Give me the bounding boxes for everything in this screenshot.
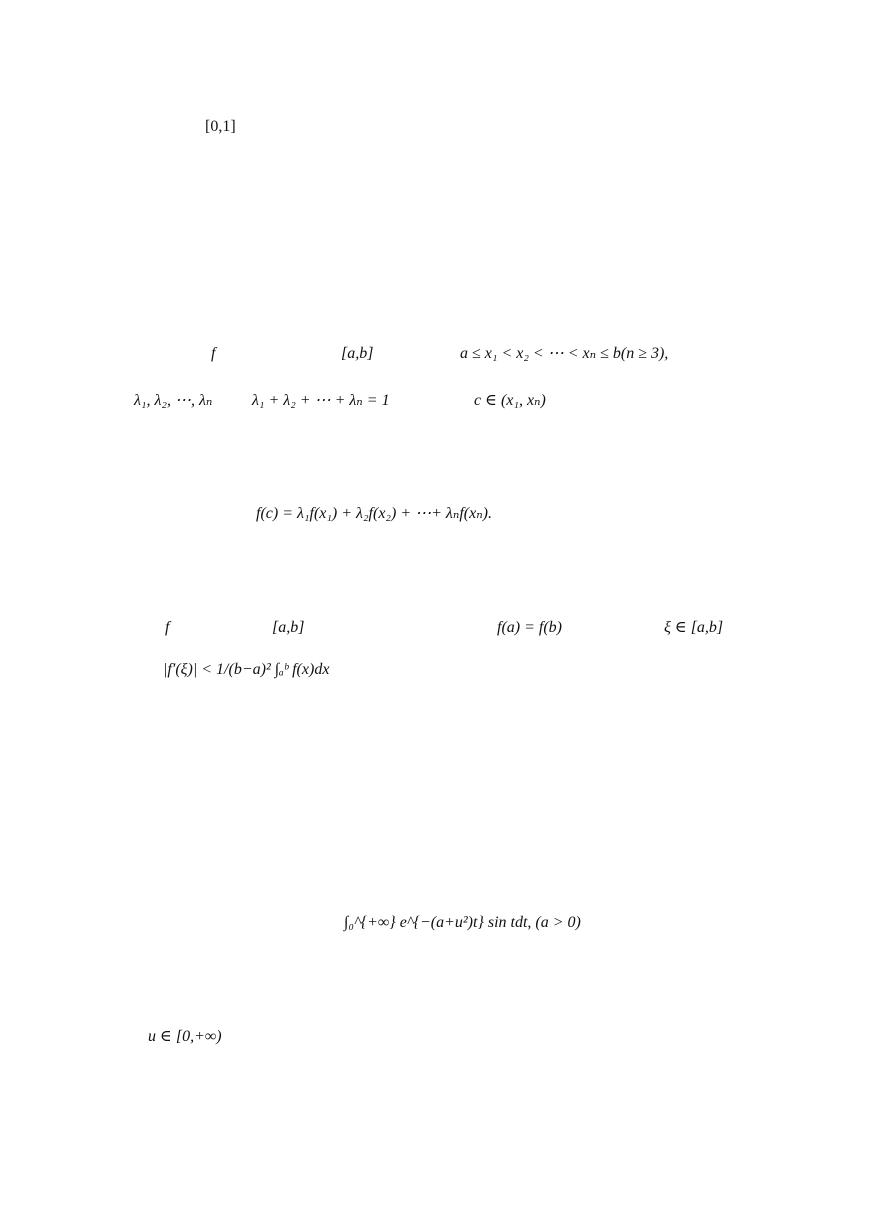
formula-lambdas bbox=[134, 391, 212, 411]
fa-eq-fb-text: f(a) = f(b) bbox=[497, 619, 562, 636]
formula-interval-ab-2 bbox=[272, 618, 304, 638]
formula-f-1 bbox=[211, 344, 215, 364]
formula-lambda-sum bbox=[252, 391, 390, 411]
f-symbol: f bbox=[211, 345, 216, 362]
lambdas-text: λ₁, λ₂, ⋯, λₙ bbox=[134, 392, 213, 409]
chain-condition-text: a ≤ x₁ < x₂ < ⋯ < xₙ ≤ b(n ≥ 3), bbox=[460, 345, 669, 362]
interval-ab-text: [a,b] bbox=[341, 345, 374, 362]
improper-integral-text: ∫₀^{+∞} e^{−(a+u²)t} sin tdt, (a > 0) bbox=[344, 914, 581, 931]
xi-in-text: ξ ∈ [a,b] bbox=[664, 619, 724, 636]
formula-improper-integral bbox=[344, 913, 581, 933]
inequality-text: |f′(ξ)| < 1/(b−a)² ∫ₐᵇ f(x)dx bbox=[163, 661, 330, 678]
formula-u-in bbox=[148, 1027, 222, 1047]
formula-interval-ab-1 bbox=[341, 344, 373, 364]
f-symbol: f bbox=[165, 619, 170, 636]
formula-f-2 bbox=[165, 618, 169, 638]
formula-chain-condition bbox=[460, 344, 668, 364]
lambda-sum-text: λ₁ + λ₂ + ⋯ + λₙ = 1 bbox=[252, 392, 390, 409]
formula-interval-0-1 bbox=[205, 117, 236, 137]
formula-xi-in bbox=[664, 618, 723, 638]
formula-inequality bbox=[163, 660, 329, 680]
formula-c-in bbox=[474, 391, 546, 411]
formula-fa-eq-fb bbox=[497, 618, 562, 638]
c-in-text: c ∈ (x₁, xₙ) bbox=[474, 392, 546, 409]
interval-ab-text: [a,b] bbox=[272, 619, 305, 636]
u-in-text: u ∈ [0,+∞) bbox=[148, 1028, 222, 1045]
interval-text: [0,1] bbox=[205, 118, 236, 135]
formula-main-identity bbox=[256, 504, 492, 524]
main-identity-text: f(c) = λ₁f(x₁) + λ₂f(x₂) + ⋯+ λₙf(xₙ). bbox=[256, 505, 493, 522]
